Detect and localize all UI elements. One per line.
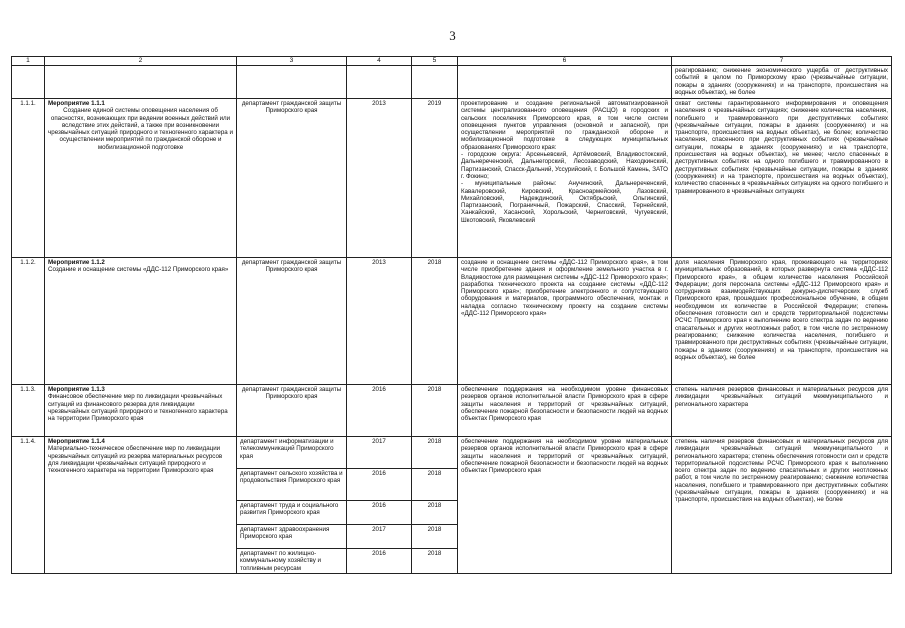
end-year: 2018 [412, 469, 458, 501]
start-year: 2016 [347, 469, 412, 501]
executor-cell: департамент здравоохранения Приморского края [237, 525, 347, 549]
executor-cell: департамент гражданской защиты Приморского края [237, 258, 347, 385]
activity-title: Мероприятие 1.1.4 [48, 438, 105, 445]
end-year: 2018 [412, 549, 458, 574]
activity-cell [45, 385, 237, 437]
column-number: 4 [347, 57, 412, 66]
end-year: 2019 [412, 99, 458, 258]
column-number: 1 [12, 57, 45, 66]
start-year: 2013 [347, 258, 412, 385]
indicators-cell: степень наличия резервов финансовых и материальных ресурсов для ликвидации чрезвычайных ситуаций межмуниципального и регионального характера; степень обеспечения готовности сил и средств территориальной подсистемы РСЧС Приморского края к выполнению всего спектра задач по ведению спасательных и других неотложных работ, в том числе по экстренному реагированию; снижение количества населения, погибшего и травмированного при деструктивных событиях (чрезвычайные ситуации, пожары в зданиях (сооружениях) и на транспорте, происшествия на водных объектах), не более [672, 437, 892, 574]
end-year: 2018 [412, 385, 458, 437]
table-row [12, 258, 892, 385]
start-year: 2017 [347, 525, 412, 549]
page-number: 3 [449, 28, 456, 43]
executor-cell: департамент труда и социального развития Приморского края [237, 501, 347, 525]
start-year: 2016 [347, 385, 412, 437]
activity-title: Мероприятие 1.1.3 [48, 386, 105, 393]
result-cell: обеспечение поддержания на необходимом уровне материальных резервов органов исполнительной власти Приморского края в сфере защиты населения и территорий от чрезвычайных ситуаций, обеспечение пожарной безопасности и безопасности людей на водных объектах Приморского края [458, 437, 672, 574]
indicators-cell: реагированию; снижение экономического ущерба от деструктивных событий в целом по Приморскому краю (чрезвычайные ситуации, пожары в зданиях (сооружениях) и на транспорте, происшествия на водных объектах), не более [672, 66, 892, 99]
end-year: 2018 [412, 437, 458, 469]
column-number: 6 [458, 57, 672, 66]
end-year: 2018 [412, 501, 458, 525]
continuation-row [12, 66, 892, 99]
row-number: 1.1.4. [12, 437, 45, 574]
indicators-cell: доля населения Приморского края, проживающего на территориях муниципальных образований, в которых развернута система «ДДС-112 Приморского края», в общем количестве населения Российской Федерации; доля персонала системы «ДДС-112 Приморского края» и сотрудников взаимодействующих дежурно-диспетчерских служб Приморского края, прошедших профессиональное обучение, в общем необходимом их количестве в Российской Федерации; степень обеспечения готовности сил и средств территориальной подсистемы РСЧС Приморского края к выполнению всего спектра задач по ведению спасательных и других неотложных работ, в том числе по экстренному реагированию; снижение количества населения, погибшего и травмированного при деструктивных событиях (чрезвычайные ситуации, пожары в зданиях (сооружениях) и на транспорте, происшествия на водных объектах), не более [672, 258, 892, 385]
executor-cell: департамент информатизации и телекоммуникаций Приморского края [237, 437, 347, 469]
start-year: 2016 [347, 549, 412, 574]
start-year: 2016 [347, 501, 412, 525]
column-number: 2 [45, 57, 237, 66]
result-cell: обеспечение поддержания на необходимом уровне финансовых резервов органов исполнительной власти Приморского края в сфере защиты населения и территорий от чрезвычайных ситуаций, обеспечение пожарной безопасности и безопасности людей на водных объектах Приморского края [458, 385, 672, 437]
activity-description: Создание и оснащение системы «ДДС-112 Приморского края» [48, 266, 229, 274]
result-cell: проектирование и создание региональной автоматизированной системы централизованного оповещения (РАСЦО) в городских и сельских поселениях Приморского края, в том числе систем оповещения пунктов управления (основной и запасной), при осуществлении мероприятий по гражданской обороне и мобилизационной подготовке в следующих муниципальных образованиях Приморского края: - городские округа: Арсеньевский, Артёмовский, Владивостокский, Дальнереченский, Дальнегорский, Лесозаводский, Находкинский, Партизанский, Спасск-Дальний, Уссурийский, г. Большой Камень, ЗАТО г. Фокино; - муниципальные районы: Анучинский, Дальнереченский, Кавалеровский, Кировский, Красноармейский, Лазовский, Михайловский, Надеждинский, Октябрьский, Ольгинский, Партизанский, Пограничный, Пожарский, Спасский, Тернейский, Ханкайский, Хасанский, Хорольский, Черниговский, Чугуевский, Шкотовский, Яковлевский [458, 99, 672, 258]
executor-cell: департамент гражданской защиты Приморского края [237, 99, 347, 258]
table-row [12, 437, 892, 469]
activity-title: Мероприятие 1.1.2 [48, 259, 105, 266]
activity-cell [45, 437, 237, 574]
row-number: 1.1.1. [12, 99, 45, 258]
end-year: 2018 [412, 525, 458, 549]
activity-description: Материально-техническое обеспечение мер по ликвидации чрезвычайных ситуаций из резерва материальных ресурсов для ликвидации чрезвычайных ситуаций природного и техногенного характера на территории Приморского края [48, 445, 223, 475]
executor-cell: департамент сельского хозяйства и продовольствия Приморского края [237, 469, 347, 501]
column-number: 7 [672, 57, 892, 66]
activity-description: Финансовое обеспечение мер по ликвидации чрезвычайных ситуаций из финансового резерва для ликвидации чрезвычайных ситуаций природного и техногенного характера на территории Приморского края [48, 393, 228, 423]
result-cell: создание и оснащение системы «ДДС-112 Приморского края», в том числе приобретение здания и оформление земельного участка в г. Владивостоке для размещения системы «ДДС-112 Приморского края»; разработка технического проекта на создание системы «ДДС-112 Приморского края»; приобретение электронного и сопутствующего оборудования и материалов, программного обеспечения, монтаж и наладка согласно техническому проекту на создание системы «ДДС-112 Приморского края» [458, 258, 672, 385]
program-activities-table [11, 56, 892, 574]
executor-cell: департамент гражданской защиты Приморского края [237, 385, 347, 437]
activity-description: Создание единой системы оповещения населения об опасностях, возникающих при ведении военных действий или вследствие этих действий, а также при возникновении чрезвычайных ситуаций природного и техногенного характера и осуществлении мероприятий по гражданской обороне и мобилизационной подготовке [48, 107, 233, 151]
row-number: 1.1.3. [12, 385, 45, 437]
indicators-cell: степень наличия резервов финансовых и материальных ресурсов для ликвидации чрезвычайных ситуаций межмуниципального и регионального характера [672, 385, 892, 437]
start-year: 2017 [347, 437, 412, 469]
column-number: 3 [237, 57, 347, 66]
column-number-row [12, 57, 892, 66]
indicators-cell: охват системы гарантированного информирования и оповещения населения о чрезвычайных ситуациях; снижение количества населения, погибшего и травмированного при деструктивных событиях (чрезвычайные ситуации, пожары в зданиях (сооружениях) и на транспорте, происшествия на водных объектах), не более; количество населения, спасенного при деструктивных событиях (чрезвычайные ситуации, пожары в зданиях (сооружениях) и на транспорте, происшествия на водных объектах), не менее; число спасенных в деструктивных событиях на одного погибшего и травмированного в деструктивных событиях (чрезвычайные ситуации, пожары в зданиях (сооружениях) и на транспорте, происшествия на водных объектах), количество спасенных в чрезвычайных ситуациях на одного погибшего и травмированного в чрезвычайных ситуациях [672, 99, 892, 258]
column-number: 5 [412, 57, 458, 66]
executor-cell: департамент по жилищно-коммунальному хозяйству и топливным ресурсам [237, 549, 347, 574]
activity-title: Мероприятие 1.1.1 [48, 100, 105, 107]
table-row [12, 385, 892, 437]
activity-cell [45, 99, 237, 258]
row-number: 1.1.2. [12, 258, 45, 385]
start-year: 2013 [347, 99, 412, 258]
table-row [12, 99, 892, 258]
end-year: 2018 [412, 258, 458, 385]
activity-cell [45, 258, 237, 385]
